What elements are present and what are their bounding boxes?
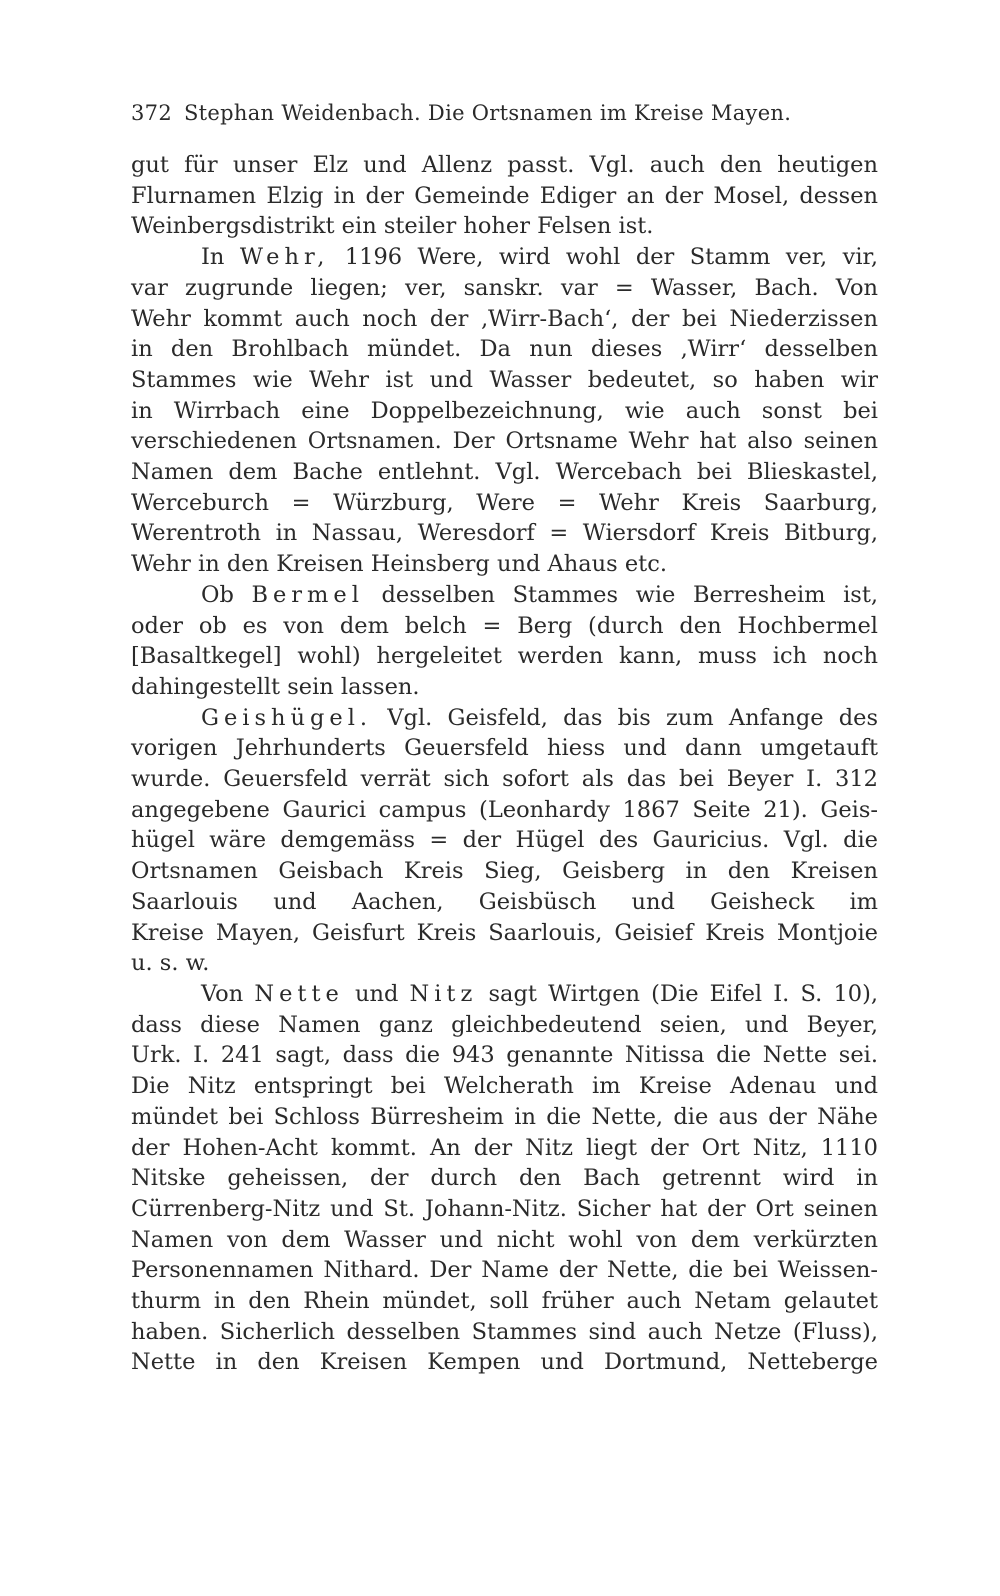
- text-line-first: [131, 979, 878, 1010]
- running-title: Stephan Weidenbach. Die Ortsnamen im Kreise Mayen.: [183, 101, 792, 125]
- text-line: Namen von dem Wasser und nicht wohl von dem verkürzten: [131, 1226, 878, 1253]
- running-head: [131, 98, 878, 128]
- paragraph-bermel: [131, 580, 878, 703]
- text-line: Stammes wie Wehr ist und Wasser bedeutet, so haben wir: [131, 366, 878, 393]
- text-line: Werentroth in Nassau, Weresdorf = Wiersdorf Kreis Bitburg,: [131, 520, 878, 547]
- text-line: in den Brohlbach mündet. Da nun dieses ‚Wirr‘ desselben: [131, 336, 878, 363]
- text-line: gut für unser Elz und Allenz passt. Vgl. auch den heutigen: [131, 152, 878, 178]
- text-line: haben. Sicherlich desselben Stammes sind auch Netze (Fluss),: [131, 1318, 878, 1345]
- text-line: in Wirrbach eine Doppelbezeichnung, wie auch sonst bei: [131, 397, 878, 424]
- text-line: mündet bei Schloss Bürresheim in die Nette, die aus der Nähe: [131, 1103, 878, 1130]
- text-line: vorigen Jehrhunderts Geuersfeld hiess und dann umgetauft: [131, 735, 878, 762]
- page-number: 372: [131, 101, 172, 125]
- spaced-place-name: Nette: [254, 980, 344, 1007]
- lead-word: Von: [201, 980, 244, 1007]
- text-line: Wehr in den Kreisen Heinsberg und Ahaus etc.: [131, 551, 667, 578]
- text-line: hügel wäre demgemäss = der Hügel des Gauricius. Vgl. die: [131, 827, 878, 854]
- paragraph-nette-nitz: [131, 979, 878, 1378]
- text-line-first: [131, 703, 878, 734]
- mid-word: und: [354, 980, 399, 1007]
- line-rest: 1196 Were, wird wohl der Stamm ver, vir,: [344, 244, 878, 271]
- line-rest: desselben Stammes wie Berresheim ist,: [381, 581, 879, 608]
- lead-word: In: [201, 244, 225, 271]
- text-line-first: [131, 580, 878, 611]
- text-line: Die Nitz entspringt bei Welcherath im Kreise Adenau und: [131, 1073, 878, 1100]
- spaced-place-name: Wehr,: [239, 244, 330, 271]
- lead-word: Ob: [201, 581, 234, 608]
- text-line: Weinbergsdistrikt ein steiler hoher Felsen ist.: [131, 213, 654, 240]
- text-line: dahingestellt sein lassen.: [131, 673, 420, 700]
- spaced-place-name: Nitz: [409, 980, 478, 1007]
- paragraph-continuation: [131, 150, 878, 242]
- text-line: Werceburch = Würzburg, Were = Wehr Kreis Saarburg,: [131, 489, 878, 516]
- line-rest: Vgl. Geisfeld, das bis zum Anfange des: [387, 704, 878, 731]
- book-page: [131, 98, 878, 1378]
- text-line: Urk. I. 241 sagt, dass die 943 genannte Nitissa die Nette sei.: [131, 1042, 878, 1069]
- text-line: Personennamen Nithard. Der Name der Nette, die bei Weissen-: [131, 1257, 878, 1284]
- text-line: wurde. Geuersfeld verrät sich sofort als das bei Beyer I. 312: [131, 766, 878, 793]
- text-line: thurm in den Rhein mündet, soll früher auch Netam gelautet: [131, 1288, 878, 1315]
- text-line: der Hohen-Acht kommt. An der Nitz liegt der Ort Nitz, 1110: [131, 1134, 878, 1161]
- text-line: oder ob es von dem belch = Berg (durch den Hochbermel: [131, 612, 878, 639]
- text-line-first: [131, 242, 878, 273]
- spaced-place-name: Bermel: [251, 581, 364, 608]
- text-line: Namen dem Bache entlehnt. Vgl. Wercebach bei Blieskastel,: [131, 459, 878, 486]
- paragraph-wehr: [131, 242, 878, 580]
- line-rest: sagt Wirtgen (Die Eifel I. S. 10),: [488, 980, 878, 1007]
- paragraph-geishuegel: [131, 703, 878, 979]
- text-line: Saarlouis und Aachen, Geisbüsch und Geisheck im: [131, 888, 878, 915]
- spaced-place-name: Geishügel.: [201, 704, 373, 731]
- text-line: Kreise Mayen, Geisfurt Kreis Saarlouis, Geisief Kreis Montjoie: [131, 919, 878, 946]
- text-line: Cürrenberg-Nitz und St. Johann-Nitz. Sicher hat der Ort seinen: [131, 1195, 878, 1222]
- text-line: [Basaltkegel] wohl) hergeleitet werden kann, muss ich noch: [131, 643, 878, 670]
- text-line: Flurnamen Elzig in der Gemeinde Ediger an der Mosel, dessen: [131, 182, 878, 209]
- text-line: Nitske geheissen, der durch den Bach getrennt wird in: [131, 1165, 878, 1192]
- text-line: Wehr kommt auch noch der ‚Wirr-Bach‘, der bei Niederzissen: [131, 305, 878, 332]
- text-line: Nette in den Kreisen Kempen und Dortmund, Netteberge: [131, 1349, 878, 1376]
- text-line: verschiedenen Ortsnamen. Der Ortsname Wehr hat also seinen: [131, 428, 878, 455]
- text-line: u. s. w.: [131, 950, 210, 977]
- text-line: angegebene Gaurici campus (Leonhardy 1867 Seite 21). Geis-: [131, 796, 878, 823]
- text-line: Ortsnamen Geisbach Kreis Sieg, Geisberg in den Kreisen: [131, 858, 878, 885]
- body-text: [131, 150, 878, 1378]
- text-line: var zugrunde liegen; ver, sanskr. var = Wasser, Bach. Von: [131, 274, 878, 301]
- text-line: dass diese Namen ganz gleichbedeutend seien, und Beyer,: [131, 1011, 878, 1038]
